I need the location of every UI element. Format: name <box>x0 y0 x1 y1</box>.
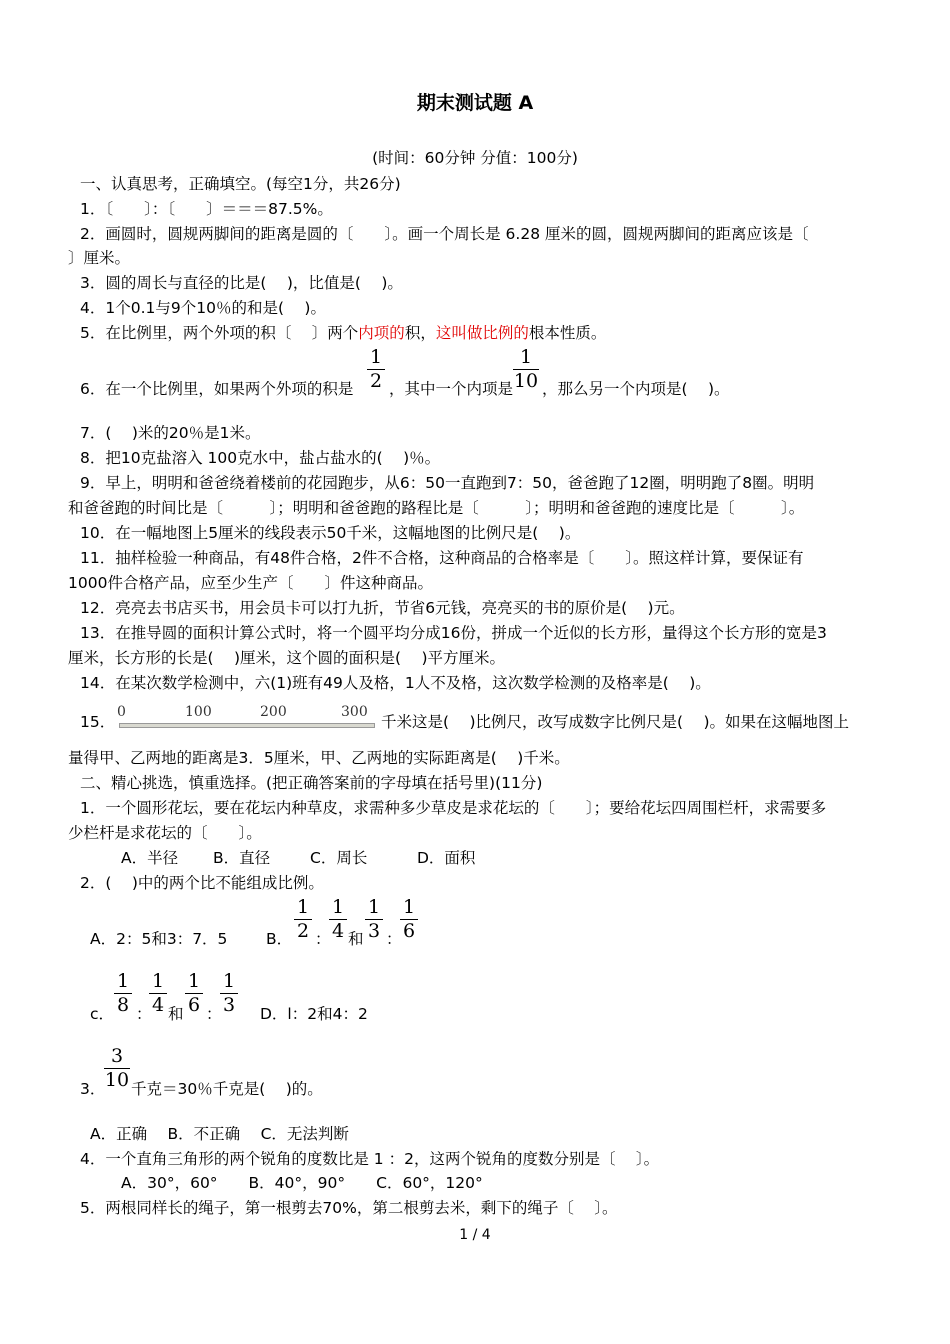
q2c-fraction-3 <box>185 971 203 1016</box>
s2-question-5: 5．两根同样长的绳子，第一根剪去70%，第二根剪去米，剩下的绳子〔 〕。 <box>80 1199 618 1217</box>
q2b-frac2-num: 1 <box>331 896 345 918</box>
q2c-colon-1: ： <box>136 1005 152 1023</box>
q2c-colon-2: ： <box>206 1005 222 1023</box>
q2b-fraction-2 <box>329 897 347 942</box>
q2c-frac2-num: 1 <box>151 970 165 992</box>
s1-question-2-line2: 〕厘米。 <box>68 249 131 267</box>
q2c-frac1-num: 1 <box>116 970 130 992</box>
s1-question-6-text-c: ，那么另一个内项是( )。 <box>542 380 730 398</box>
s1-question-11-line2: 1000件合格产品，应至少生产〔 〕件这种商品。 <box>68 574 433 592</box>
q2c-frac4-num: 1 <box>222 970 236 992</box>
s1-question-8: 8．把10克盐溶入 100克水中，盐占盐水的( )％。 <box>80 449 441 467</box>
q2c-fraction-1 <box>114 971 132 1016</box>
s1-question-15-text: 千米这是( )比例尺，改写成数字比例尺是( )。如果在这幅地图上 <box>381 713 850 731</box>
s2-q4-options: A．30°，60° B．40°，90° C．60°，120° <box>121 1174 483 1192</box>
s1-question-4: 4．1个0.1与9个10％的和是( )。 <box>80 299 326 317</box>
q2b-frac1-num: 1 <box>296 896 310 918</box>
s2-q1-option-b: B．直径 <box>213 849 271 867</box>
q2c-frac4-den: 3 <box>222 994 236 1016</box>
q2c-and: 和 <box>168 1005 184 1023</box>
s1-question-5 <box>80 323 606 343</box>
q5-text-c: 根本性质。 <box>528 324 607 342</box>
q2c-frac3-num: 1 <box>187 970 201 992</box>
s1-question-11-line1: 11．抽样检验一种商品，有48件合格，2件不合格，这种商品的合格率是〔 〕。照这样计算，要保证有 <box>80 549 804 567</box>
q2b-frac3-num: 1 <box>367 896 381 918</box>
s1-question-1: 1．〔 〕：〔 〕＝＝＝87.5%。 <box>80 200 333 218</box>
s2-q2-option-c-label: c． <box>90 1005 115 1023</box>
s2-question-3-number: 3． <box>80 1080 106 1098</box>
q6-frac1-denominator: 2 <box>369 370 383 392</box>
q6-fraction-2 <box>513 347 539 392</box>
s2-q3-options: A．正确 B．不正确 C．无法判断 <box>90 1125 349 1143</box>
s1-question-3: 3．圆的周长与直径的比是( )，比值是( )。 <box>80 274 403 292</box>
s1-question-14: 14．在某次数学检测中，六(1)班有49人及格，1人不及格，这次数学检测的及格率是( )。 <box>80 674 711 692</box>
s2-question-1-line1: 1．一个圆形花坛，要在花坛内种草皮，求需种多少草皮是求花坛的〔 〕；要给花坛四周围栏杆，求需要多 <box>80 799 827 817</box>
line-scale-bar <box>117 706 379 732</box>
s2-question-2: 2．( )中的两个比不能组成比例。 <box>80 874 324 892</box>
s1-question-9-line2: 和爸爸跑的时间比是〔 〕；明明和爸爸跑的路程比是〔 〕；明明和爸爸跑的速度比是〔 〕。 <box>68 499 805 517</box>
q2b-colon-2: ： <box>386 930 402 948</box>
s1-question-6-text-a: 6．在一个比例里，如果两个外项的积是 <box>80 380 354 398</box>
s1-question-13-line2: 厘米，长方形的长是( )厘米，这个圆的面积是( )平方厘米。 <box>68 649 506 667</box>
section1-heading: 一、认真思考，正确填空。(每空1分，共26分) <box>80 175 401 193</box>
q2b-frac4-den: 6 <box>402 920 416 942</box>
exam-info: (时间：60分钟 分值：100分) <box>372 149 578 167</box>
s1-question-12: 12．亮亮去书店买书，用会员卡可以打九折，节省6元钱，亮亮买的书的原价是( )元。 <box>80 599 685 617</box>
scale-label-200: 200 <box>260 704 287 720</box>
scale-label-0: 0 <box>117 704 126 720</box>
q6-frac1-numerator: 1 <box>369 346 383 368</box>
s1-question-7: 7．( )米的20％是1米。 <box>80 424 261 442</box>
s2-question-1-line2: 少栏杆是求花坛的〔 〕。 <box>68 824 262 842</box>
q6-frac2-numerator: 1 <box>519 346 533 368</box>
q2b-fraction-4 <box>400 897 418 942</box>
s1-question-15-number: 15． <box>80 713 116 731</box>
q2c-fraction-2 <box>149 971 167 1016</box>
q5-text-b: 积， <box>404 324 436 342</box>
q2b-frac3-den: 3 <box>367 920 381 942</box>
q2b-fraction-3 <box>365 897 383 942</box>
s2-q1-option-a: A．半径 <box>121 849 179 867</box>
q2b-fraction-1 <box>294 897 312 942</box>
s2-question-4: 4．一个直角三角形的两个锐角的度数比是 1 ：2，这两个锐角的度数分别是〔 〕。 <box>80 1150 660 1168</box>
q2c-fraction-4 <box>220 971 238 1016</box>
q2c-frac2-den: 4 <box>151 994 165 1016</box>
q2b-frac1-den: 2 <box>296 920 310 942</box>
s2-question-3-text: 千克＝30％千克是( )的。 <box>131 1080 323 1098</box>
s2-q2-option-d: D．l：2和4：2 <box>260 1005 368 1023</box>
q2b-and: 和 <box>348 930 364 948</box>
s1-question-10: 10．在一幅地图上5厘米的线段表示50千米，这幅地图的比例尺是( )。 <box>80 524 581 542</box>
section2-heading: 二、精心挑选，慎重选择。(把正确答案前的字母填在括号里)(11分) <box>80 774 543 792</box>
s1-question-2-line1: 2．画圆时，圆规两脚间的距离是圆的〔 〕。画一个周长是 6.28 厘米的圆，圆规两脚间的距离应该是〔 <box>80 225 809 243</box>
q5-highlight-2: 这叫做比例的 <box>435 324 529 342</box>
scale-label-100: 100 <box>185 704 212 720</box>
q3-frac-den: 10 <box>104 1069 130 1091</box>
scale-label-300: 300 <box>341 704 368 720</box>
s2-q2-option-b-label: B． <box>266 930 293 948</box>
q2c-frac3-den: 6 <box>187 994 201 1016</box>
q2b-colon-1: ： <box>315 930 331 948</box>
q3-fraction <box>104 1046 130 1091</box>
q5-highlight-1: 内项的 <box>358 324 405 342</box>
s2-q1-option-c: C．周长 <box>310 849 368 867</box>
s2-q2-option-a: A．2：5和3：7．5 <box>90 930 228 948</box>
s1-question-9-line1: 9．早上，明明和爸爸绕着楼前的花园跑步，从6：50一直跑到7：50，爸爸跑了12圈，明明跑了8圈。明明 <box>80 474 815 492</box>
s1-question-13-line1: 13．在推导圆的面积计算公式时，将一个圆平均分成16份，拼成一个近似的长方形，量得这个长方形的宽是3 <box>80 624 827 642</box>
s1-question-6-text-b: ，其中一个内项是 <box>389 380 514 398</box>
q3-frac-num: 3 <box>110 1045 124 1067</box>
page-number: 1 / 4 <box>459 1227 491 1243</box>
q6-frac2-denominator: 10 <box>513 370 539 392</box>
page-title: 期末测试题 A <box>416 92 534 114</box>
q5-text-a: 5．在比例里，两个外项的积〔 〕两个 <box>80 324 359 342</box>
s1-question-15-line2: 量得甲、乙两地的距离是3．5厘米，甲、乙两地的实际距离是( )千米。 <box>68 749 570 767</box>
q2b-frac2-den: 4 <box>331 920 345 942</box>
scale-line <box>119 723 375 728</box>
s2-q1-option-d: D．面积 <box>417 849 476 867</box>
q2b-frac4-num: 1 <box>402 896 416 918</box>
q6-fraction-1 <box>367 347 385 392</box>
q2c-frac1-den: 8 <box>116 994 130 1016</box>
